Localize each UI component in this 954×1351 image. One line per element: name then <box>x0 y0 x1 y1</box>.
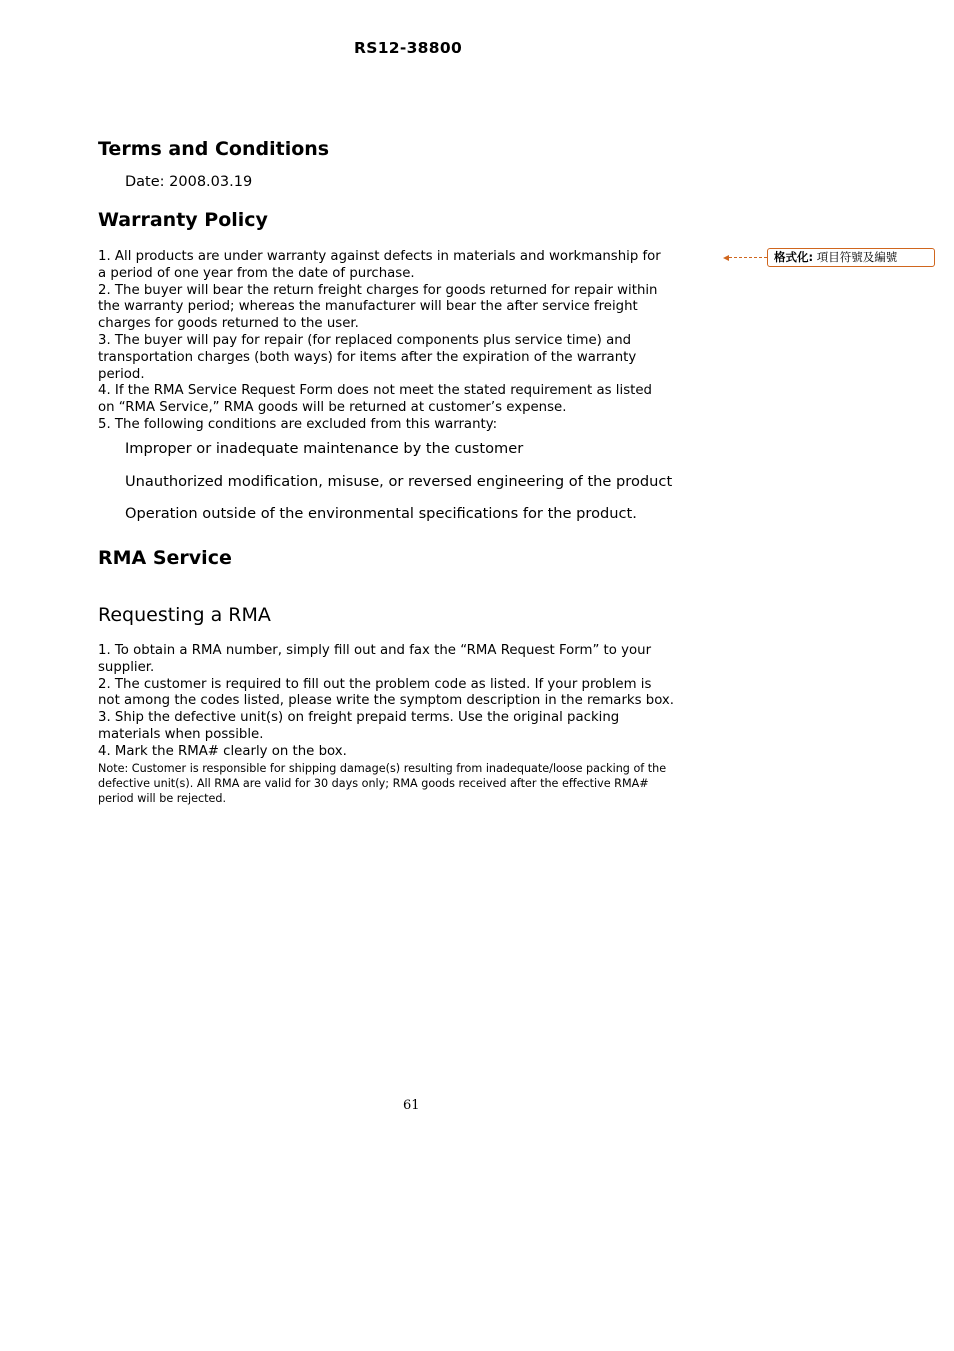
comment-connector <box>729 257 767 258</box>
note-line: defective unit(s). All RMA are valid for 30 days only; RMA goods received after the effective RMA# <box>98 777 649 790</box>
page-number: 61 <box>403 1098 420 1113</box>
exclusion-item: Operation outside of the environmental specifications for the product. <box>125 505 637 522</box>
warranty-line: 1. All products are under warranty against defects in materials and workmanship for <box>98 249 661 264</box>
exclusion-item: Unauthorized modification, misuse, or reversed engineering of the product <box>125 473 673 490</box>
warranty-heading: Warranty Policy <box>98 209 268 231</box>
rma-line: 1. To obtain a RMA number, simply fill out and fax the “RMA Request Form” to your <box>98 643 652 658</box>
rma-subheading: Requesting a RMA <box>98 604 271 626</box>
rma-line: 2. The customer is required to fill out the problem code as listed. If your problem is <box>98 676 652 692</box>
comment-anchor-arrow-icon <box>723 255 729 261</box>
warranty-line: a period of one year from the date of purchase. <box>98 265 415 281</box>
warranty-line: 5. The following conditions are excluded from this warranty: <box>98 416 498 432</box>
comment-text: 項目符號及編號 <box>813 250 898 264</box>
warranty-line: period. <box>98 366 145 382</box>
warranty-body <box>98 249 718 434</box>
warranty-line: 3. The buyer will pay for repair (for replaced components plus service time) and <box>98 332 632 348</box>
rma-line: materials when possible. <box>98 726 264 742</box>
warranty-line: the warranty period; whereas the manufacturer will bear the after service freight <box>98 299 638 315</box>
rma-line: 3. Ship the defective unit(s) on freight prepaid terms. Use the original packing <box>98 710 620 726</box>
warranty-line: on “RMA Service,” RMA goods will be returned at customer’s expense. <box>98 400 567 416</box>
rma-heading: RMA Service <box>98 547 232 569</box>
document-code: RS12-38800 <box>354 39 463 57</box>
terms-date: Date: 2008.03.19 <box>125 174 253 190</box>
track-changes-comment[interactable] <box>767 248 935 267</box>
exclusion-item: Improper or inadequate maintenance by the customer <box>125 440 524 457</box>
comment-label: 格式化: <box>774 250 814 264</box>
rma-note <box>98 761 738 806</box>
note-line: period will be rejected. <box>98 792 227 805</box>
rma-line: not among the codes listed, please write the symptom description in the remarks box. <box>98 693 675 709</box>
terms-heading: Terms and Conditions <box>98 138 330 160</box>
rma-line: supplier. <box>98 659 155 675</box>
warranty-line: 4. If the RMA Service Request Form does not meet the stated requirement as listed <box>98 383 652 399</box>
note-line: Note: Customer is responsible for shipping damage(s) resulting from inadequate/loose packing of the <box>98 762 667 775</box>
warranty-line: charges for goods returned to the user. <box>98 316 359 332</box>
warranty-line: transportation charges (both ways) for items after the expiration of the warranty <box>98 349 637 365</box>
rma-body <box>98 643 718 761</box>
rma-line: 4. Mark the RMA# clearly on the box. <box>98 743 347 759</box>
warranty-line: 2. The buyer will bear the return freight charges for goods returned for repair within <box>98 282 658 298</box>
